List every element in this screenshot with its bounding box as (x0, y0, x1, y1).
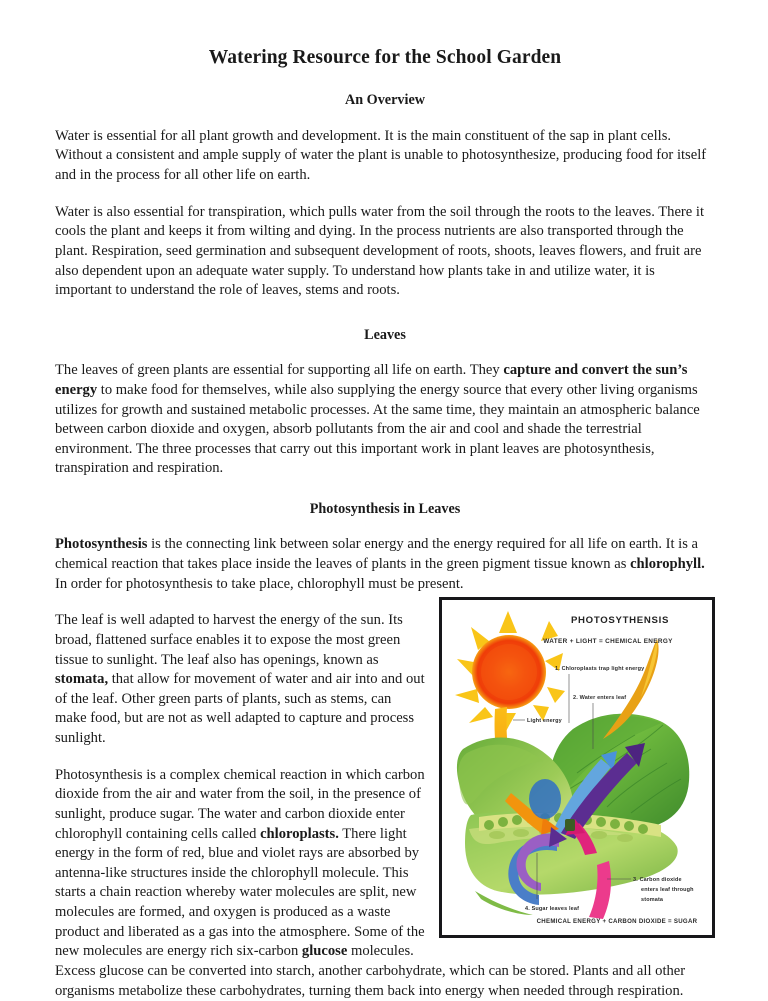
page-title: Watering Resource for the School Garden (208, 47, 562, 68)
figure-label-step1: 1. Chloroplasts trap light energy (555, 666, 645, 673)
text-run: In order for photosynthesis to take place, chlorophyll must be present. (55, 575, 464, 592)
figure-label-step3-line2: enters leaf through (641, 887, 694, 894)
paragraph-overview-1: Water is essential for all plant growth and development. It is the main constituent of the sap in plant cells. Without a consistent and ample supply of water the plant is unable to photosynthesize, producing food for itself and in the process for all other life on earth. (55, 127, 707, 184)
text-run: The leaves of green plants are essential for supporting all life on earth. They (55, 362, 504, 379)
text-run: is the connecting link between solar energy and the energy required for all life on earth. It is a chemical reaction that takes place inside the leaves of plants in the green pigment tissue known as (55, 536, 699, 573)
figure-inner-frame (445, 603, 709, 932)
chloroplast-shape (529, 779, 561, 819)
text-run-bold: Photosynthesis (55, 536, 148, 553)
text-run: There light energy in the form of red, blue and violet rays are absorbed by antenna-like structures inside the chlorophyll molecule. This starts a chain reaction whereby water molecules are split, new molecules are formed, and oxygen is produced as a waste product and liberated as a gas into the atmosphere. Some of the new molecules are energy rich six-carbon (55, 825, 425, 960)
photosynthesis-diagram (445, 603, 709, 932)
figure-label-step3-line3: stomata (641, 897, 664, 904)
figure-equation-bottom: CHEMICAL ENERGY + CARBON DIOXIDE = SUGAR (536, 918, 698, 926)
text-run: to make food for themselves, while also supplying the energy source that every other living organisms utilizes for growth and sustained metabolic processes. At the same time, they maintain an atmospheric balance between carbon dioxide and oxygen, absorb pollutants from the air and cool and shade the terrestrial environment. The three processes that carry out this important work in plant leaves are photosynthesis, transpiration and respiration. (55, 381, 700, 477)
figure-label-step4: 4. Sugar leaves leaf (525, 906, 580, 913)
text-run-bold: stomata, (55, 671, 109, 688)
text-run-bold: chlorophyll. (630, 556, 705, 573)
section-heading-overview: An Overview (345, 92, 425, 109)
text-run: that allow for movement of water and air into and out of the leaf. Other green parts of plants, such as stems, can make food, but are not as well adapted to capture and process sunlight. (55, 671, 425, 747)
text-run-bold: capture and convert the sun’s energy (55, 362, 688, 398)
figure-label-step3-line1: 3. Carbon dioxide (633, 877, 682, 884)
paragraph-leaves-1 (55, 361, 715, 479)
figure-label-light-energy: Light energy (527, 718, 562, 725)
figure-equation-top: WATER + LIGHT = CHEMICAL ENERGY (543, 638, 673, 646)
text-run: The leaf is well adapted to harvest the energy of the sun. Its broad, flattened surface enables it to expose the most green tissue to sunlight. The leaf also has openings, known as (55, 612, 403, 668)
figure-title: PHOTOSYTHENSIS (570, 615, 670, 627)
section-heading-photosynthesis: Photosynthesis in Leaves (309, 501, 461, 518)
section-heading-leaves: Leaves (364, 326, 406, 343)
text-run-bold: chloroplasts. (260, 825, 339, 842)
document-content (55, 46, 715, 1001)
paragraph-overview-2: Water is also essential for transpiration, which pulls water from the soil through the roots to the leaves. There it cools the plant and keeps it from wilting and dying. In the process nutrients are also transported through the plant. Respiration, seed germination and subsequent development of roots, shoots, leaves flowers, and fruit are also dependent upon an adequate water supply. To understand how plants take in and utilize water, it is important to understand the role of leaves, stems and roots. (55, 203, 705, 299)
text-run-bold: glucose (301, 943, 348, 960)
paragraph-photosynthesis-1 (55, 535, 715, 594)
text-run: Photosynthesis is a complex chemical reaction in which carbon dioxide from the air and water from the soil, in the presence of sunlight, produce sugar. The water and carbon dioxide enter chlorophyll containing cells called (55, 766, 425, 842)
photosynthesis-diagram-figure (439, 597, 715, 938)
figure-label-step2: 2. Water enters leaf (573, 695, 627, 702)
text-run: molecules. Excess glucose can be converted into starch, another carbohydrate, which can be stored. Plants and all other organisms metabolize these carbohydrates, turning them back into energy when needed through respiration. (55, 943, 686, 999)
